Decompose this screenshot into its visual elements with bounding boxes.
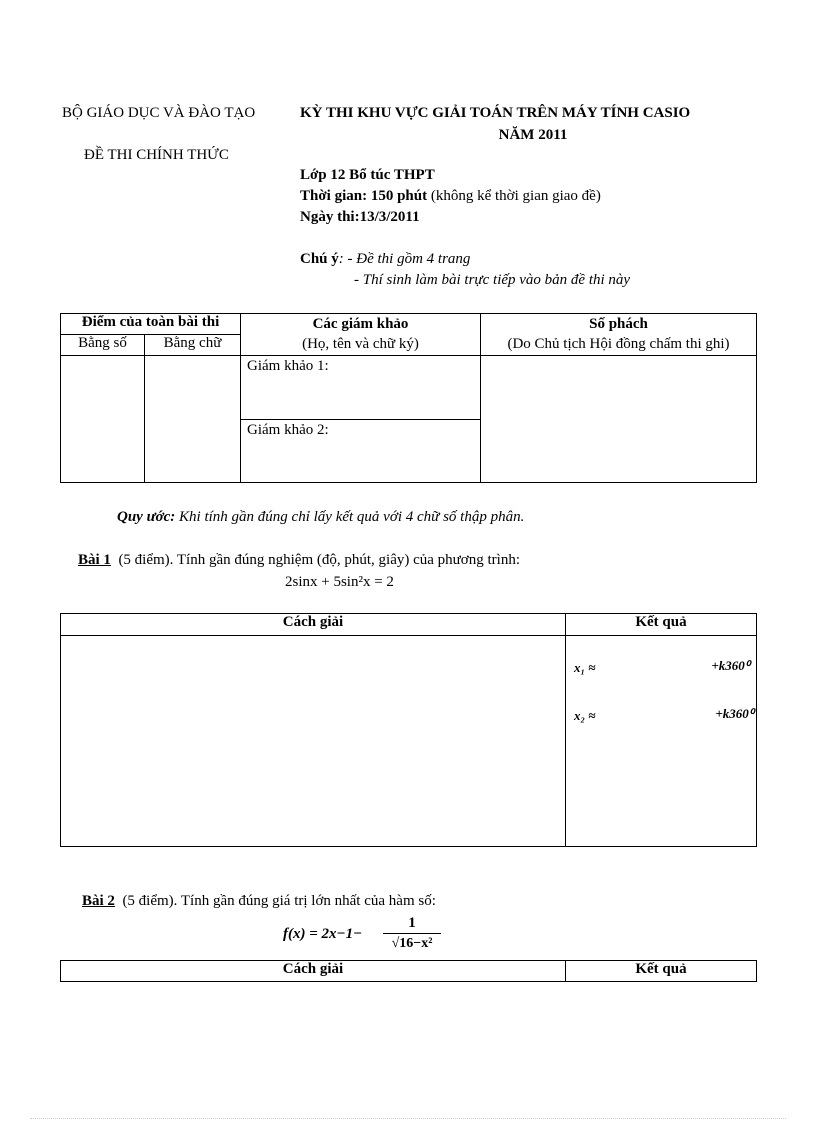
examiners-header bbox=[241, 314, 481, 356]
time-value: 150 phút bbox=[370, 188, 428, 204]
bai2-func-numerator: 1 bbox=[383, 913, 441, 934]
bai1-result-cell[interactable] bbox=[566, 636, 757, 847]
examiners-title: Các giám khảo bbox=[312, 316, 409, 332]
note-label: Chú ý bbox=[300, 251, 339, 267]
bai1-table bbox=[60, 613, 757, 847]
score-by-words-cell[interactable] bbox=[145, 356, 241, 483]
time-note: (không kể thời gian giao đề) bbox=[430, 188, 601, 204]
bai2-label: Bài 2 bbox=[82, 893, 115, 909]
convention-text: Khi tính gần đúng chỉ lấy kết quả với 4 chữ số thập phân. bbox=[179, 509, 525, 525]
bai1-equation: 2sinx + 5sin²x = 2 bbox=[285, 574, 394, 590]
secret-code-title: Số phách bbox=[589, 316, 648, 332]
score-by-words-header: Bằng chữ bbox=[145, 335, 241, 356]
bai2-statement bbox=[82, 893, 436, 910]
bai1-x1-label: x₁ ≈ bbox=[574, 660, 596, 675]
secret-code-cell[interactable] bbox=[481, 356, 757, 483]
bai1-label: Bài 1 bbox=[78, 552, 111, 568]
date-value: 13/3/2011 bbox=[359, 209, 420, 225]
ministry-name: BỘ GIÁO DỤC VÀ ĐÀO TẠO bbox=[62, 105, 256, 121]
bai2-method-header: Cách giải bbox=[61, 961, 566, 982]
official-exam-label: ĐỀ THI CHÍNH THỨC bbox=[84, 147, 229, 163]
date-line bbox=[300, 209, 420, 226]
bai2-result-header: Kết quả bbox=[566, 961, 757, 982]
secret-code-subtitle: (Do Chủ tịch Hội đồng chấm thi ghi) bbox=[507, 336, 730, 352]
bai2-func-lhs: f(x) = 2x−1− bbox=[283, 926, 363, 942]
bai1-method-cell[interactable] bbox=[61, 636, 566, 847]
score-table bbox=[60, 313, 757, 483]
bai1-method-header: Cách giải bbox=[61, 614, 566, 636]
examiner-2-cell[interactable]: Giám khảo 2: bbox=[241, 420, 481, 483]
score-by-number-header: Bằng số bbox=[61, 335, 145, 356]
convention-line bbox=[117, 509, 524, 526]
bai2-table bbox=[60, 960, 757, 982]
bai1-statement bbox=[78, 552, 520, 569]
grade-label: Lớp 12 Bổ túc THPT bbox=[300, 167, 435, 183]
bai1-x2-period: +k360⁰ bbox=[715, 706, 754, 721]
bai1-text: (5 điểm). Tính gần đúng nghiệm (độ, phút, giây) của phương trình: bbox=[118, 552, 520, 568]
bai2-func-denominator: √16−x² bbox=[391, 936, 433, 951]
note-line-1 bbox=[300, 251, 470, 268]
score-by-number-cell[interactable] bbox=[61, 356, 145, 483]
note-text-2: - Thí sinh làm bài trực tiếp vào bản đề thi này bbox=[354, 272, 631, 288]
score-header: Điểm của toàn bài thi bbox=[61, 314, 241, 335]
bai1-result-header: Kết quả bbox=[566, 614, 757, 636]
bai2-text: (5 điểm). Tính gần đúng giá trị lớn nhất của hàm số: bbox=[122, 893, 436, 909]
time-line bbox=[300, 188, 601, 205]
bai1-x1-period: +k360⁰ bbox=[711, 658, 750, 673]
convention-label: Quy ước: bbox=[117, 509, 176, 525]
page-bottom-divider bbox=[30, 1118, 786, 1119]
bai1-x2-label: x₂ ≈ bbox=[574, 708, 596, 723]
time-label: Thời gian: bbox=[300, 188, 368, 204]
secret-code-header bbox=[481, 314, 757, 356]
exam-title: KỲ THI KHU VỰC GIẢI TOÁN TRÊN MÁY TÍNH CASIO bbox=[300, 105, 691, 121]
note-text-1: : - Đề thi gồm 4 trang bbox=[338, 251, 471, 267]
exam-year: NĂM 2011 bbox=[498, 127, 568, 143]
bai2-fraction bbox=[383, 913, 441, 954]
examiner-1-cell[interactable]: Giám khảo 1: bbox=[241, 356, 481, 420]
date-label: Ngày thi: bbox=[300, 209, 360, 225]
examiners-subtitle: (Họ, tên và chữ ký) bbox=[302, 336, 419, 352]
